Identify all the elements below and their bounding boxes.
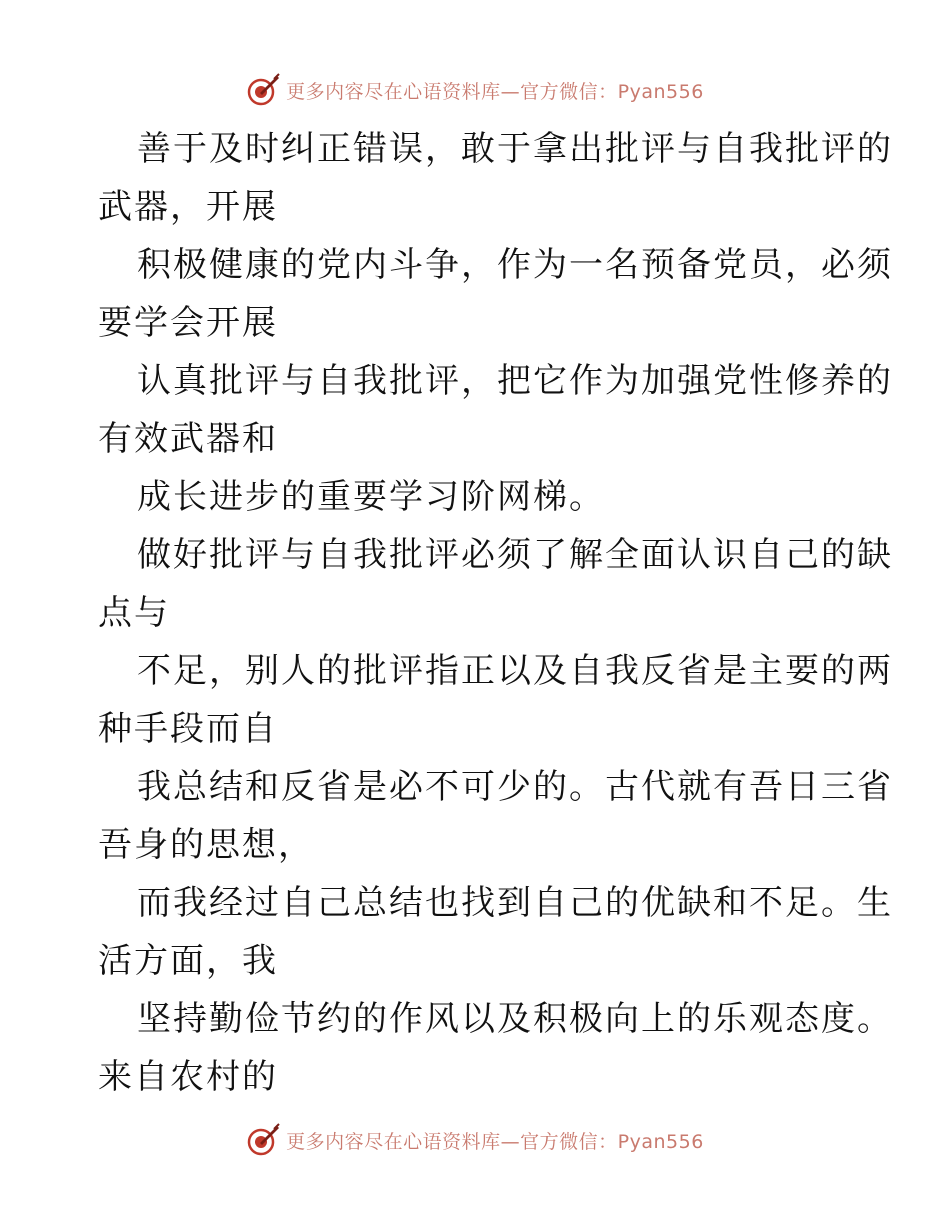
quill-seal-icon (246, 1123, 280, 1157)
body-line: 武器，开展 (98, 187, 278, 227)
body-line: 种手段而自 (98, 709, 278, 749)
body-line: 不足，别人的批评指正以及自我反省是主要的两 (137, 651, 893, 691)
body-line: 有效武器和 (98, 419, 278, 459)
body-line: 活方面，我 (98, 941, 278, 981)
body-line: 积极健康的党内斗争，作为一名预备党员，必须 (137, 245, 893, 285)
body-line: 做好批评与自我批评必须了解全面认识自己的缺 (137, 535, 893, 575)
quill-seal-icon (246, 73, 280, 107)
body-line: 成长进步的重要学习阶网梯。 (137, 477, 605, 517)
footer-banner (0, 1118, 950, 1162)
body-line: 善于及时纠正错误，敢于拿出批评与自我批评的 (137, 129, 893, 169)
body-line: 点与 (98, 593, 170, 633)
body-line: 我总结和反省是必不可少的。古代就有吾日三省 (137, 767, 893, 807)
header-banner (0, 68, 950, 112)
header-banner-text: 更多内容尽在心语资料库—官方微信：Pyan556 (286, 80, 704, 103)
body-line: 来自农村的 (98, 1057, 278, 1097)
body-line: 认真批评与自我批评，把它作为加强党性修养的 (137, 361, 893, 401)
body-line: 吾身的思想， (98, 825, 314, 865)
body-line: 要学会开展 (98, 303, 278, 343)
body-line: 坚持勤俭节约的作风以及积极向上的乐观态度。 (137, 999, 893, 1039)
footer-banner-text: 更多内容尽在心语资料库—官方微信：Pyan556 (286, 1130, 704, 1153)
body-line: 而我经过自己总结也找到自己的优缺和不足。生 (137, 883, 893, 923)
